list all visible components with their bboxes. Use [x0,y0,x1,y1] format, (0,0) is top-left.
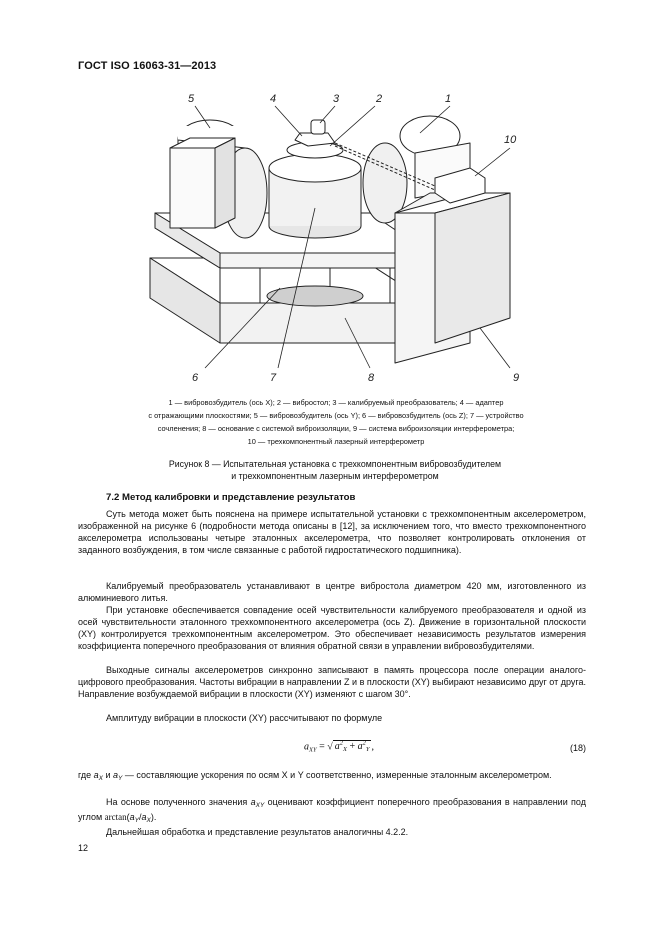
paragraph: Калибруемый преобразователь устанавливают в центре вибростола диаметром 420 мм, изготовленного из алюминиевого литья. [78,581,586,603]
figure-label-3: 3 [333,93,340,105]
legend-line: с отражающими плоскостями; 5 — вибровозбудитель (ось Y); 6 — вибровозбудитель (ось Z); 7 — устройство [148,411,524,420]
y-exciter-5-box [170,148,215,228]
figure-label-9: 9 [513,372,520,384]
figure-label-2: 2 [376,93,383,105]
paragraph: Суть метода может быть пояснена на примере испытательной установки с трехкомпонентным акселерометром, изображенной на рисунке 6 (подробности метода описаны в [12], за исключением того, что вместо трехкомпонентного акселерометра использованы четыре эталонных акселерометра, что позволяет контролировать отклонения от заданного возбуждения, в том числе связанные с работой гидростатического подшипника). [78,509,586,555]
formula-number: (18) [569,743,586,753]
figure-label-6: 6 [192,372,199,384]
paragraph: Выходные сигналы акселерометров синхронно записывают в память процессора после операции аналого-цифрового преобразования. Частоты вибрации в направлении Z и в плоскости (XY) выбирают независимо друг от друга. Направление возбуждаемой вибрации в плоскости (XY) изменяют с шагом 30°. [78,665,586,699]
paragraph: Дальнейшая обработка и представление результатов аналогичны 4.2.2. [106,827,409,837]
formula-18 [78,737,586,761]
section-title: 7.2 Метод калибровки и представление результатов [106,492,356,503]
transducer-3 [311,120,325,134]
square-root-icon: √ [327,741,333,753]
figure-label-1: 1 [445,93,452,105]
legend-line: сочленения; 8 — основание с системой виброизоляции, 9 — система виброизоляции интерферометра; [157,424,515,433]
figure-label-4: 4 [270,93,277,105]
figure-legend [96,396,576,448]
caption-line: Рисунок 8 — Испытательная установка с трехкомпонентным вибровозбудителем [168,459,502,469]
page-number: 12 [78,843,89,853]
formula-expression: $a_{XY}$ = √ $a^2_X + a^2_Y$ , [304,740,374,754]
where-clause: где $a_X$ и $a_Y$ — составляющие ускорения по осям X и Y соответственно, измеренные эталонным акселерометром. [78,770,552,782]
caption-line: и трехкомпонентным лазерным интерферометром [231,471,439,481]
document-header: ГОСТ ISO 16063-31—2013 [78,60,217,72]
figure-label-8: 8 [368,372,375,384]
legend-line: 1 — вибровозбудитель (ось X); 2 — вибростол; 3 — калибруемый преобразователь; 4 — адаптер [168,398,504,407]
paragraph: При установке обеспечивается совпадение осей чувствительности калибруемого преобразователя и одной из осей чувствительности эталонного трехкомпонентного акселерометра (ось Z). Движение в горизонтальной плоскости (XY) контролируется трехкомпонентным акселерометром. Это обеспечивает независимость результатов измерения коэффициента поперечного преобразования от влияния обратной связи в управлении вибровозбудителями. [78,605,586,651]
legend-line: 10 — трехкомпонентный лазерный интерферометр [247,437,425,446]
figure-label-5: 5 [188,93,195,105]
z-exciter-6 [267,286,363,306]
figure-caption [110,458,560,482]
basis-paragraph: На основе полученного значения $a_{XY}$ оценивают коэффициент поперечного преобразования в направлении под углом $\arctan(a_Y/a_X)$. [78,797,586,824]
figure-label-7: 7 [270,372,277,384]
figure-label-10: 10 [504,134,517,146]
test-setup-figure [130,88,550,393]
paragraph: Амплитуду вибрации в плоскости (XY) рассчитывают по формуле [106,713,383,723]
